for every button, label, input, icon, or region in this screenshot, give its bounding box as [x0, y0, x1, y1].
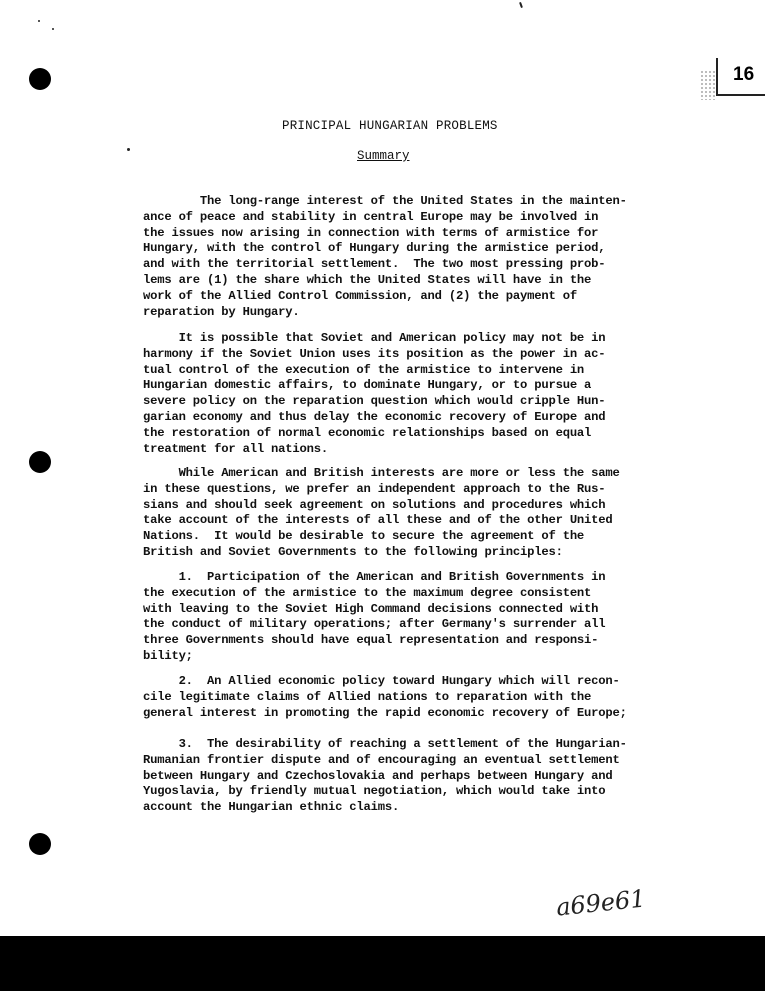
scan-bottom-border [0, 936, 765, 991]
paragraph-soviet-policy: It is possible that Soviet and American policy may not be in harmony if the Soviet Union uses its position as the power in ac- tual control of the execution of the armistice to intervene in Hungarian domestic affairs, to dominate Hungary, or to pursue a severe policy on the reparation question which would cripple Hun- garian economy and thus delay the economic recovery of Europe and the restoration of normal economic relationships based on equal treatment for all nations. [143, 331, 606, 456]
scan-speck [52, 28, 54, 30]
principle-1: 1. Participation of the American and British Governments in the execution of the armistice to the maximum degree consistent with leaving to the Soviet High Command decisions connected with the conduct of military operations; after Germany's surrender all three Governments should have equal representation and responsi- bility; [143, 570, 606, 663]
paragraph-intro: The long-range interest of the United States in the mainten- ance of peace and stability in central Europe may be involved in the issues now arising in connection with terms of armistice for Hungary, with the control of Hungary during the armistice period, and with the territorial settlement. The two most pressing prob- lems are (1) the share which the United States will have in the work of the Allied Control Commission, and (2) the payment of reparation by Hungary. [143, 194, 627, 319]
principle-2: 2. An Allied economic policy toward Hungary which will recon- cile legitimate claims of Allied nations to reparation with the general interest in promoting the rapid economic recovery of Europe; [143, 674, 627, 720]
principle-3: 3. The desirability of reaching a settlement of the Hungarian- Rumanian frontier dispute and of encouraging an eventual settlement between Hungary and Czechoslovakia and perhaps between Hungary and Yugoslavia, by friendly mutual negotiation, which would take into account the Hungarian ethnic claims. [143, 737, 627, 815]
scan-speck [38, 20, 40, 22]
paragraph-british-interests: While American and British interests are more or less the same in these questions, we prefer an independent approach to the Rus- sians and should seek agreement on solutions and procedures which take account of the interests of all these and of the other United Nations. It would be desirable to secure the agreement of the British and Soviet Governments to the following principles: [143, 466, 620, 559]
punch-hole [29, 833, 51, 855]
handwritten-note: a69e61 [554, 884, 647, 922]
scan-speck [519, 2, 523, 8]
scan-speck [127, 148, 130, 151]
document-subtitle: Summary [357, 149, 410, 163]
page-number: 16 [733, 64, 755, 85]
document-title: PRINCIPAL HUNGARIAN PROBLEMS [282, 119, 498, 133]
punch-hole [29, 68, 51, 90]
scan-edge-noise [700, 70, 716, 100]
punch-hole [29, 451, 51, 473]
